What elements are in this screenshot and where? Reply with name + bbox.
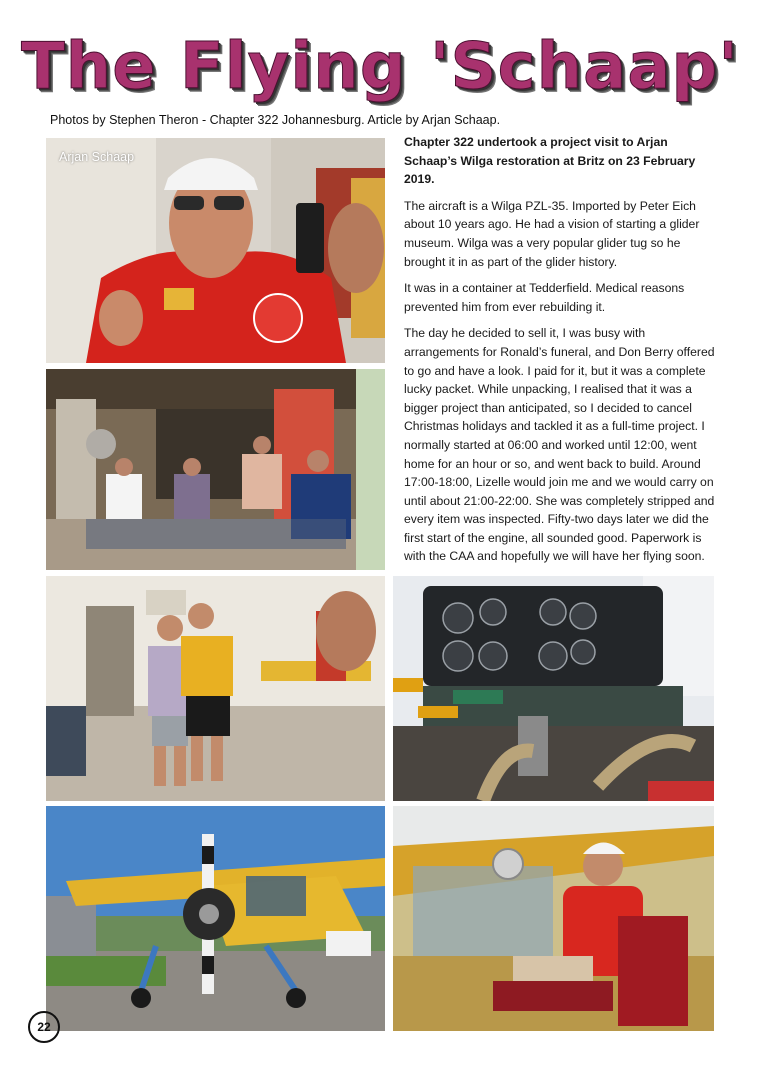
page-number: 22 bbox=[28, 1011, 60, 1043]
article-paragraph: The aircraft is a Wilga PZL-35. Imported by Peter Eich about 10 years ago. He had a vision of starting a glider museum. Wilga was a very popular glider tug so he brought it in as part of the glider history. bbox=[404, 198, 700, 269]
photo-arjan-portrait bbox=[46, 138, 385, 363]
article-body bbox=[404, 133, 722, 574]
article-paragraph: The day he decided to sell it, I was busy with arrangements for Ronald’s funeral, and Don Berry offered to go and have a look. I paid for it, but it was a complete lucky packet. While unpacking, I realised that it was a bigger project than anticipated, so I decided to cancel Christmas holidays and tackled it as a full-time project. I normally started at 06:00 and worked until 12:00, went home for an hour or so, and went back to build. Around 17:00-18:00, Lizelle would join me and we would carry on until about 21:00-22:00. She was completely stripped and every item was inspected. Fifty-two days later we did the first start of the engine, all sounded good. Paperwork is with the CAA and hopefully we will have her flying soon. bbox=[404, 326, 715, 564]
page-title: The Flying 'Schaap' bbox=[21, 30, 739, 104]
article-lead: Chapter 322 undertook a project visit to Arjan Schaap’s Wilga restoration at Britz on 23 February 2019. bbox=[404, 135, 696, 187]
photo-caption: Arjan Schaap bbox=[59, 150, 135, 164]
photo-two-men bbox=[46, 576, 385, 801]
photo-wilga-exterior bbox=[46, 806, 385, 1031]
photo-cockpit-pilot bbox=[393, 806, 714, 1031]
article-paragraph: It was in a container at Tedderfield. Medical reasons prevented him from ever rebuilding it. bbox=[404, 281, 685, 314]
photo-instrument-panel bbox=[393, 576, 714, 801]
photo-credit: Photos by Stephen Theron - Chapter 322 Johannesburg. Article by Arjan Schaap. bbox=[50, 113, 501, 127]
photo-group-hangar bbox=[46, 369, 385, 570]
